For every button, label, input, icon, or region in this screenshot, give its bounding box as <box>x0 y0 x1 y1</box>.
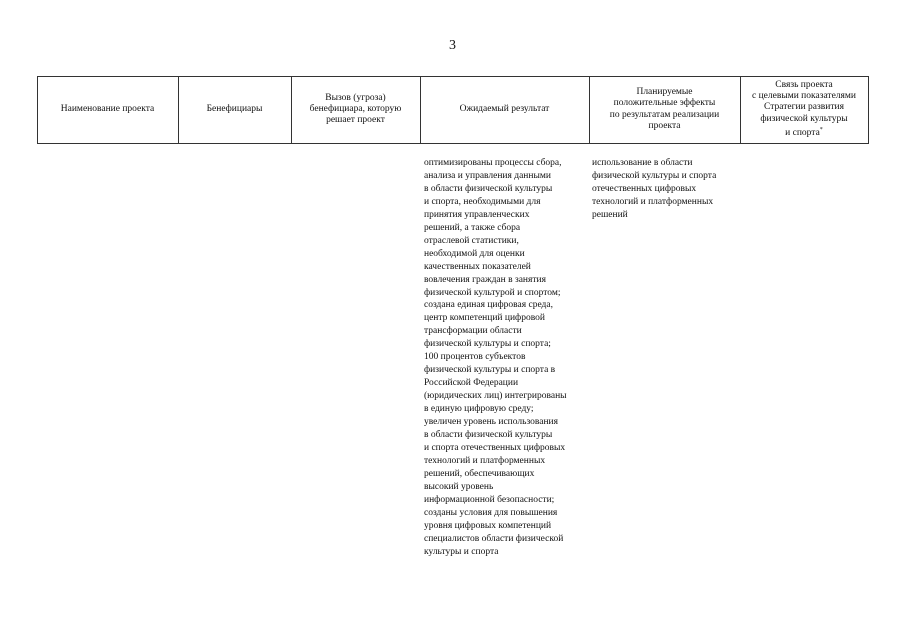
header-strategy-link <box>740 76 868 143</box>
footnote-mark: * <box>819 126 823 133</box>
column-divider <box>868 76 869 143</box>
header-strategy-link-text: Связь проекта с целевыми показателями Стратегии развития физической культуры и спорта <box>751 79 856 139</box>
header-beneficiaries: Бенефициары <box>206 103 263 114</box>
expected-result-cell: оптимизированы процессы сбора, анализа и управления данными в области физической культуры и спорта, необходимыми для принятия управленческих решений, а также сбора отраслевой статистики, необходимой для оценки качественных показателей вовлечения граждан в занятия физической культурой и спортом; создана единая цифровая среда, центр компетенций цифровой трансформации области физической культуры и спорта; 100 процентов субъектов физической культуры и спорта в Российской Федерации (юридических лиц) интегрированы в единую цифровую среду; увеличен уровень использования в области физической культуры и спорта отечественных цифровых технологий и платформенных решений, обеспечивающих высокий уровень информационной безопасности; созданы условия для повышения уровня цифровых компетенций специалистов области физической культуры и спорта <box>424 158 567 557</box>
header-challenge: Вызов (угроза) бенефициара, которую решает проект <box>309 92 402 126</box>
header-project-name: Наименование проекта <box>60 103 155 114</box>
header-bottom-rule <box>37 143 869 144</box>
header-positive-effects: Планируемые положительные эффекты по результатам реализации проекта <box>609 86 720 131</box>
header-expected-result: Ожидаемый результат <box>459 103 550 114</box>
page-number: 3 <box>449 38 456 53</box>
positive-effects-cell: использование в области физической культуры и спорта отечественных цифровых технологий и платформенных решений <box>592 158 717 220</box>
